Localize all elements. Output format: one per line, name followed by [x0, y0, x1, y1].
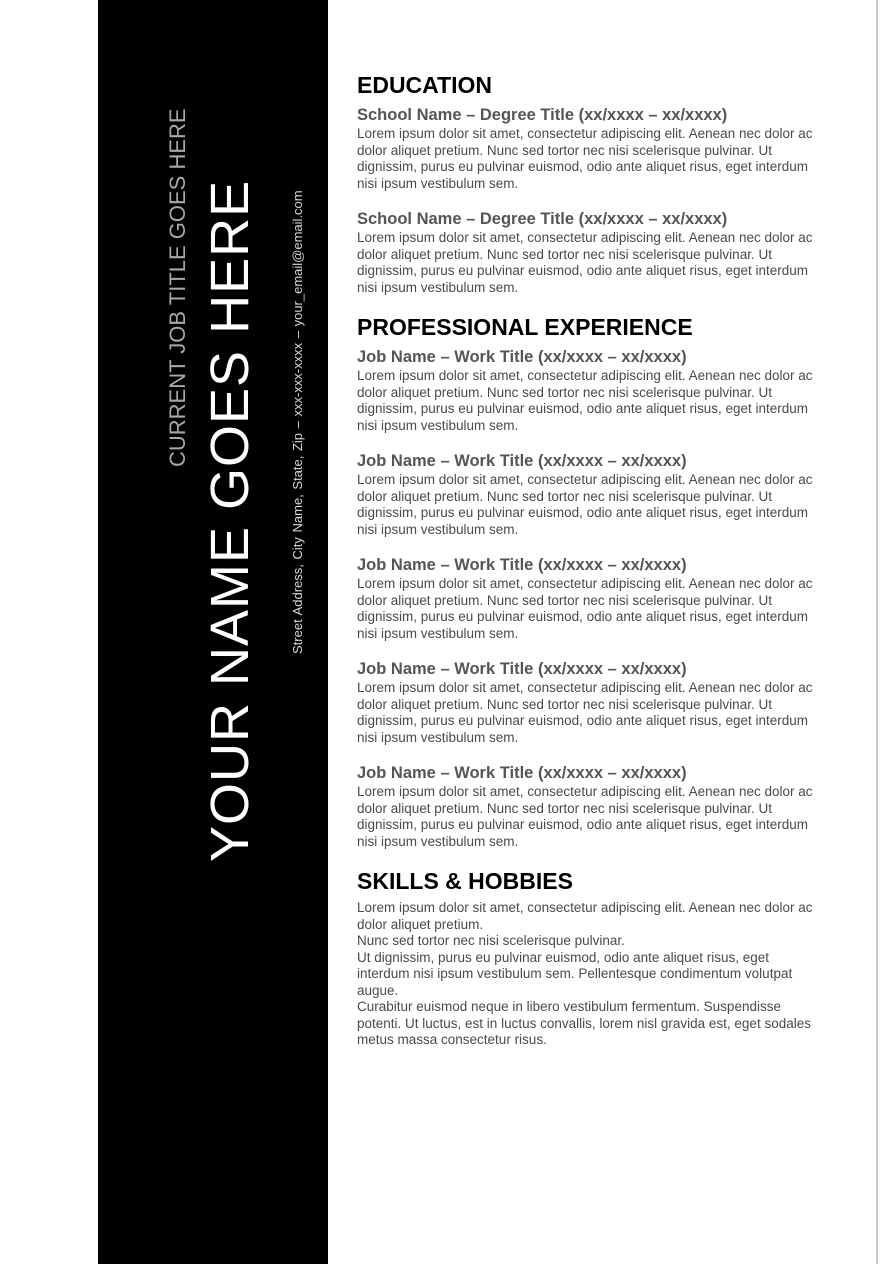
main-content	[357, 70, 857, 1055]
candidate-name: YOUR NAME GOES HERE	[200, 179, 260, 862]
entry-title: Job Name – Work Title (xx/xxxx – xx/xxxx)	[357, 348, 687, 366]
entry-description: Lorem ipsum dolor sit amet, consectetur adipiscing elit. Aenean nec dolor ac dolor aliquet pretium. Nunc sed tortor nec nisi scelerisque pulvinar. Ut dignissim, purus eu pulvinar euismod, odio ante aliquet risus, eget interdum nisi ipsum vestibulum sem.	[357, 368, 813, 433]
entry-description: Lorem ipsum dolor sit amet, consectetur adipiscing elit. Aenean nec dolor ac dolor aliquet pretium. Nunc sed tortor nec nisi scelerisque pulvinar. Ut dignissim, purus eu pulvinar euismod, odio ante aliquet risus, eget interdum nisi ipsum vestibulum sem.	[357, 230, 813, 295]
experience-entry	[357, 658, 857, 746]
experience-entry	[357, 346, 857, 434]
contact-info: Street Address, City Name, State, Zip – xxx-xxx-xxxx – your_email@email.com	[290, 190, 305, 654]
education-section	[357, 70, 857, 296]
experience-entry	[357, 554, 857, 642]
page-margin	[0, 0, 98, 1264]
section-heading-experience: PROFESSIONAL EXPERIENCE	[357, 314, 693, 340]
entry-title: School Name – Degree Title (xx/xxxx – xx/xxxx)	[357, 106, 728, 124]
entry-title: Job Name – Work Title (xx/xxxx – xx/xxxx)	[357, 452, 687, 470]
entry-description: Lorem ipsum dolor sit amet, consectetur adipiscing elit. Aenean nec dolor ac dolor aliquet pretium. Nunc sed tortor nec nisi scelerisque pulvinar. Ut dignissim, purus eu pulvinar euismod, odio ante aliquet risus, eget interdum nisi ipsum vestibulum sem.	[357, 784, 813, 849]
skills-description: Lorem ipsum dolor sit amet, consectetur adipiscing elit. Aenean nec dolor ac dolor aliquet pretium. Nunc sed tortor nec nisi scelerisque pulvinar. Ut dignissim, purus eu pulvinar euismod, odio ante aliquet risus, eget interdum nisi ipsum vestibulum sem. Pellentesque condimentum volutpat augue. Curabitur euismod neque in libero vestibulum fermentum. Suspendisse potenti. Ut luctus, est in luctus convallis, lorem nisl gravida est, eget sodales metus massa consectetur risus.	[357, 900, 813, 1047]
entry-title: Job Name – Work Title (xx/xxxx – xx/xxxx)	[357, 660, 687, 678]
job-title: CURRENT JOB TITLE GOES HERE	[165, 108, 190, 467]
page-edge	[876, 0, 878, 1264]
section-heading-education: EDUCATION	[357, 72, 493, 98]
entry-description: Lorem ipsum dolor sit amet, consectetur adipiscing elit. Aenean nec dolor ac dolor aliquet pretium. Nunc sed tortor nec nisi scelerisque pulvinar. Ut dignissim, purus eu pulvinar euismod, odio ante aliquet risus, eget interdum nisi ipsum vestibulum sem.	[357, 472, 813, 537]
entry-title: School Name – Degree Title (xx/xxxx – xx/xxxx)	[357, 210, 728, 228]
experience-section	[357, 312, 857, 850]
entry-title: Job Name – Work Title (xx/xxxx – xx/xxxx)	[357, 764, 687, 782]
entry-description: Lorem ipsum dolor sit amet, consectetur adipiscing elit. Aenean nec dolor ac dolor aliquet pretium. Nunc sed tortor nec nisi scelerisque pulvinar. Ut dignissim, purus eu pulvinar euismod, odio ante aliquet risus, eget interdum nisi ipsum vestibulum sem.	[357, 576, 813, 641]
experience-entry	[357, 762, 857, 850]
education-entry	[357, 104, 857, 192]
section-heading-skills: SKILLS & HOBBIES	[357, 868, 573, 894]
skills-section	[357, 866, 857, 1049]
education-entry	[357, 208, 857, 296]
entry-description: Lorem ipsum dolor sit amet, consectetur adipiscing elit. Aenean nec dolor ac dolor aliquet pretium. Nunc sed tortor nec nisi scelerisque pulvinar. Ut dignissim, purus eu pulvinar euismod, odio ante aliquet risus, eget interdum nisi ipsum vestibulum sem.	[357, 680, 813, 745]
entry-description: Lorem ipsum dolor sit amet, consectetur adipiscing elit. Aenean nec dolor ac dolor aliquet pretium. Nunc sed tortor nec nisi scelerisque pulvinar. Ut dignissim, purus eu pulvinar euismod, odio ante aliquet risus, eget interdum nisi ipsum vestibulum sem.	[357, 126, 813, 191]
experience-entry	[357, 450, 857, 538]
entry-title: Job Name – Work Title (xx/xxxx – xx/xxxx)	[357, 556, 687, 574]
